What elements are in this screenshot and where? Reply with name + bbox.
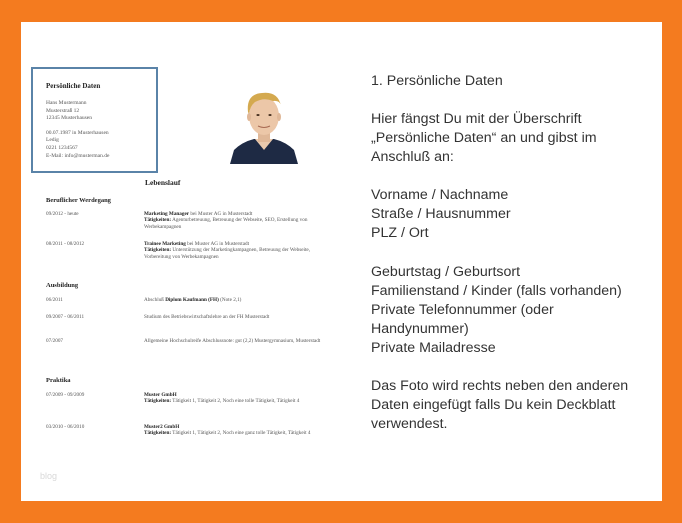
entry-date: 07/2007: [46, 338, 64, 344]
photo-note-line: Daten eingefügt falls Du kein Deckblatt: [371, 397, 616, 413]
section-internship: Praktika: [46, 377, 71, 384]
explanation-heading: 1. Persönliche Daten: [371, 73, 503, 89]
cv-heading: Lebenslauf: [145, 178, 181, 187]
field-line: Private Mailadresse: [371, 340, 496, 356]
field-line: Geburtstag / Geburtsort: [371, 264, 521, 280]
field-line: Familienstand / Kinder (falls vorhanden): [371, 283, 622, 299]
entry-date: 07/2009 - 09/2009: [46, 392, 85, 398]
entry-desc: Muster2 GmbH Tätigkeiten: Tätigkeit 1, Tätigkeit 2, Noch eine ganz tolle Tätigkeit, Tätigkeit 4: [144, 424, 311, 437]
entry-desc: Studium des Betriebswirtschaftslehre an der FH Musterstadt: [144, 314, 270, 320]
entry-desc: Abschluß Diplom Kaufmann (FH) (Note 2,1): [144, 297, 242, 303]
entry-desc: Trainee Marketing bei Muster AG in Musterstadt Tätigkeiten: Unterstützung der Marketingkampagnen, Betreuung der Webseite, Vorbereitung von Werbekampagnen: [144, 241, 311, 260]
watermark: blog: [40, 471, 58, 481]
slide: [21, 22, 662, 501]
cv-street: Musterstraß 12: [46, 107, 80, 114]
cv-city: 12345 Musterhausen: [46, 115, 92, 122]
cv-phone: 0221 1234567: [46, 144, 78, 151]
field-line: Vorname / Nachname: [371, 187, 509, 203]
intro-line: „Persönliche Daten“ an und gibst im: [371, 130, 597, 146]
field-line: Handynummer): [371, 321, 469, 337]
personal-data-title: Persönliche Daten: [46, 82, 101, 90]
field-line: Straße / Hausnummer: [371, 206, 511, 222]
cv-preview: [21, 22, 351, 501]
cv-birth: 00.07.1987 in Musterhausen: [46, 129, 109, 136]
section-job: Beruflicher Werdegang: [46, 197, 111, 204]
entry-date: 06/2011: [46, 297, 63, 303]
entry-desc: Marketing Manager bei Muster AG in Musterstadt Tätigkeiten: Agenturbetreuung, Betreuung der Webseite, SEO, Erstellung von Werbekampagnen: [144, 211, 308, 230]
photo-note-line: verwendest.: [371, 416, 448, 432]
section-education: Ausbildung: [46, 282, 79, 289]
entry-desc: Allgemeine Hochschulreife Abschlussnote: gut (2,2) Mustergymnasium, Musterstadt: [144, 338, 321, 344]
cv-status: Ledig: [46, 137, 59, 144]
field-line: Private Telefonnummer (oder: [371, 302, 554, 318]
entry-desc: Muster GmbH Tätigkeiten: Tätigkeit 1, Tätigkeit 2, Noch eine tolle Tätigkeit, Tätigkeit 4: [144, 392, 300, 405]
entry-date: 08/2011 - 08/2012: [46, 241, 85, 247]
intro-line: Hier fängst Du mit der Überschrift: [371, 111, 582, 127]
entry-date: 03/2010 - 06/2010: [46, 424, 85, 430]
photo-note-line: Das Foto wird rechts neben den anderen: [371, 378, 629, 394]
cv-name: Hans Mustermann: [46, 100, 87, 106]
entry-date: 09/2012 - heute: [46, 211, 79, 217]
cv-email: E-Mail: info@musterman.de: [46, 152, 110, 159]
personal-data-box: [31, 67, 158, 173]
field-line: PLZ / Ort: [371, 225, 429, 241]
intro-line: Anschluß an:: [371, 149, 454, 165]
profile-photo: [228, 84, 300, 164]
entry-date: 09/2007 - 06/2011: [46, 314, 85, 320]
